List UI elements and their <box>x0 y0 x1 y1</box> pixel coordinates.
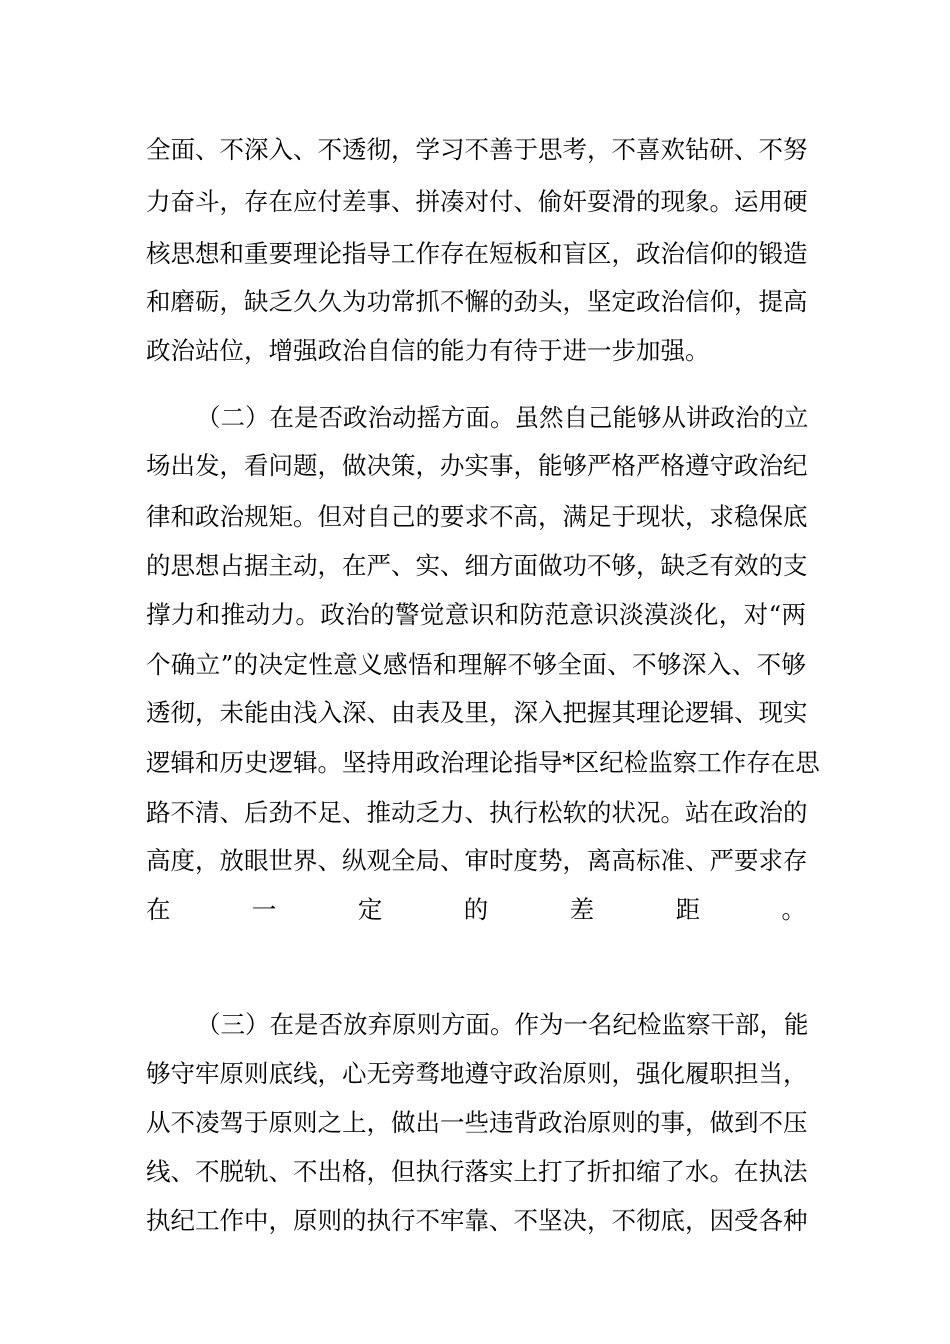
paragraph-line: 路不清、后劲不足、推动乏力、执行松软的状况。站在政治的 <box>146 798 808 827</box>
paragraph-line: 政治站位，增强政治自信的能力有待于进一步加强。 <box>146 336 710 365</box>
paragraph-line: 执纪工作中，原则的执行不牢靠、不坚决，不彻底，因受各种 <box>146 1206 808 1235</box>
paragraph-line: 的思想占据主动，在严、实、细方面做功不够，缺乏有效的支 <box>146 551 808 580</box>
section-heading-line: （二）在是否政治动摇方面。虽然自己能够从讲政治的立 <box>196 403 809 432</box>
paragraph-line: 逻辑和历史逻辑。坚持用政治理论指导*区纪检监察工作存在思 <box>146 748 820 777</box>
section-heading-line: （三）在是否放弃原则方面。作为一名纪检监察干部，能 <box>196 1010 809 1039</box>
paragraph-line: 从不凌驾于原则之上，做出一些违背政治原则的事，做到不压 <box>146 1108 808 1137</box>
paragraph-line: 全面、不深入、不透彻，学习不善于思考，不喜欢钻研、不努 <box>146 135 808 164</box>
paragraph-line: 在一定的差距。 <box>146 895 806 924</box>
paragraph-line: 线、不脱轨、不出格，但执行落实上打了折扣缩了水。在执法 <box>146 1157 808 1186</box>
paragraph-line: 力奋斗，存在应付差事、拼凑对付、偷奸耍滑的现象。运用硬 <box>146 187 808 216</box>
paragraph-line: 撑力和推动力。政治的警觉意识和防范意识淡漠淡化，对“两 <box>146 600 806 629</box>
paragraph-line <box>146 939 806 979</box>
paragraph-line: 透彻，未能由浅入深、由表及里，深入把握其理论逻辑、现实 <box>146 698 808 727</box>
paragraph-line: 个确立”的决定性意义感悟和理解不够全面、不够深入、不够 <box>146 650 806 679</box>
paragraph-line: 核思想和重要理论指导工作存在短板和盲区，政治信仰的锻造 <box>146 239 808 268</box>
paragraph-line: 场出发，看问题，做决策，办实事，能够严格严格遵守政治纪 <box>146 451 808 480</box>
paragraph-line: 高度，放眼世界、纵观全局、审时度势，离高标准、严要求存 <box>146 846 808 875</box>
paragraph-line: 够守牢原则底线，心无旁骛地遵守政治原则，强化履职担当， <box>146 1059 808 1088</box>
paragraph-line: 律和政治规矩。但对自己的要求不高，满足于现状，求稳保底 <box>146 502 808 531</box>
paragraph-line: 和磨砺，缺乏久久为功常抓不懈的劲头，坚定政治信仰，提高 <box>146 287 808 316</box>
